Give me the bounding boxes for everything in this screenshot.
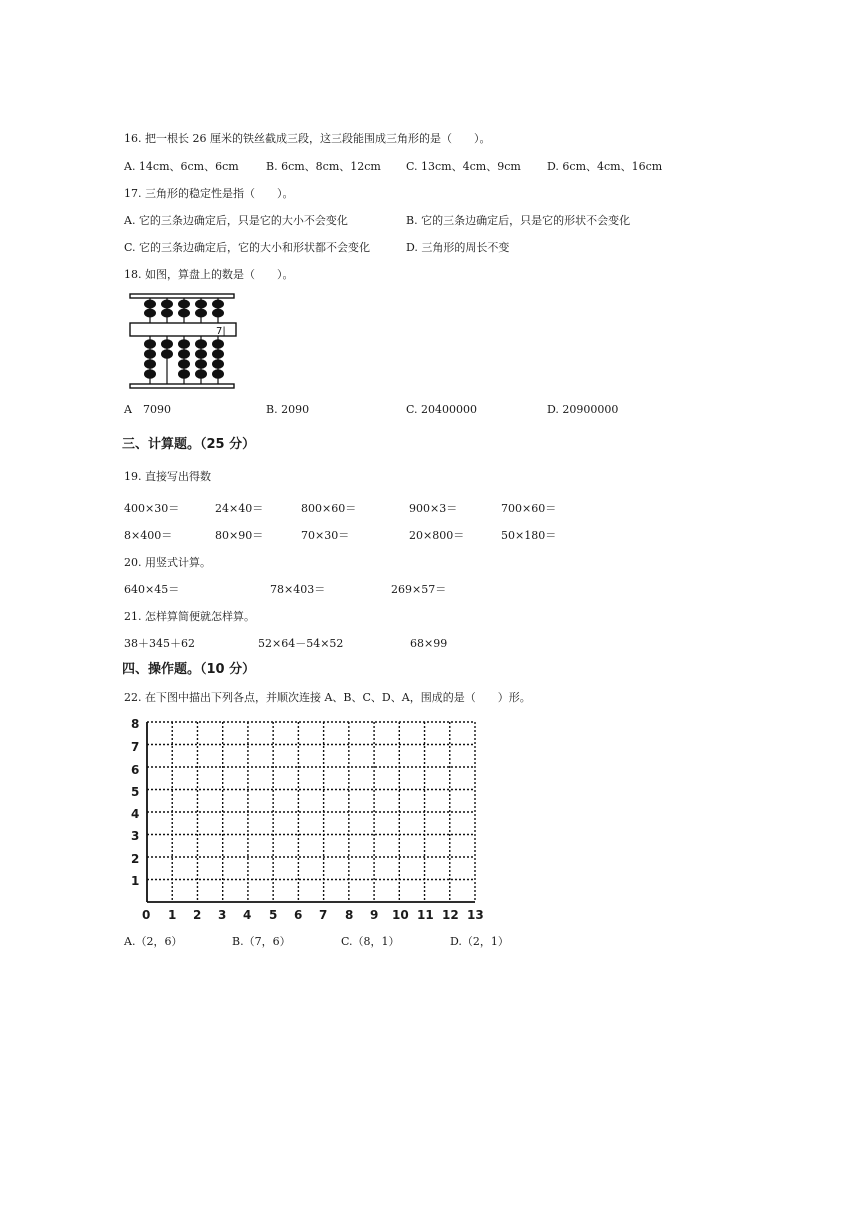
q18-option-a: A 7090 <box>124 403 171 416</box>
q22-stem: 22. 在下图中描出下列各点，并顺次连接 A、B、C、D、A，围成的是（ ）形。 <box>124 691 531 704</box>
section-4-title: 四、操作题。（10 分） <box>122 662 256 677</box>
abacus-bead <box>212 309 224 318</box>
q18-option-d: D. 20900000 <box>547 403 619 416</box>
abacus-bead <box>195 300 207 309</box>
q16-option-c: C. 13cm、4cm、9cm <box>406 160 521 173</box>
q19-item: 70×30＝ <box>301 529 350 542</box>
abacus-bead <box>144 339 156 349</box>
q18-option-c: C. 20400000 <box>406 403 478 416</box>
q16-stem: 16. 把一根长 26 厘米的铁丝截成三段，这三段能围成三角形的是（ ）。 <box>124 132 491 145</box>
y-label-4: 4 <box>131 807 140 821</box>
abacus-bead <box>178 339 190 349</box>
q21-item: 38＋345＋62 <box>124 637 195 650</box>
y-label-3: 3 <box>131 829 140 843</box>
y-label-1: 1 <box>131 874 140 888</box>
abacus-bead <box>161 300 173 309</box>
x-label-0: 0 <box>142 908 151 922</box>
q16-option-a: A. 14cm、6cm、6cm <box>124 160 239 173</box>
q17-option-a: A. 它的三条边确定后，只是它的大小不会变化 <box>124 214 348 227</box>
q21-item: 68×99 <box>410 637 448 650</box>
q20-item: 640×45＝ <box>124 583 180 596</box>
y-label-2: 2 <box>131 852 140 866</box>
q19-item: 400×30＝ <box>124 502 180 515</box>
q19-item: 800×60＝ <box>301 502 357 515</box>
x-label-9: 9 <box>370 908 379 922</box>
x-label-10: 10 <box>392 908 409 922</box>
abacus-bead <box>178 369 190 379</box>
y-label-7: 7 <box>131 740 140 754</box>
x-label-8: 8 <box>345 908 354 922</box>
x-label-1: 1 <box>168 908 177 922</box>
x-label-5: 5 <box>269 908 278 922</box>
abacus-bead <box>161 339 173 349</box>
abacus-bead <box>178 309 190 318</box>
q18-option-b: B. 2090 <box>266 403 310 416</box>
q19-item: 80×90＝ <box>215 529 264 542</box>
abacus-bead <box>178 359 190 369</box>
q19-item: 50×180＝ <box>501 529 557 542</box>
q19-stem: 19. 直接写出得数 <box>124 470 211 483</box>
q17-option-b: B. 它的三条边确定后，只是它的形状不会变化 <box>406 214 631 227</box>
x-label-3: 3 <box>218 908 227 922</box>
abacus-bead <box>161 349 173 359</box>
q16-option-d: D. 6cm、4cm、16cm <box>547 160 663 173</box>
q22-point-b: B.（7，6） <box>232 935 291 948</box>
y-label-8: 8 <box>131 717 140 731</box>
abacus-bead <box>178 349 190 359</box>
q21-item: 52×64－54×52 <box>258 637 344 650</box>
q19-item: 700×60＝ <box>501 502 557 515</box>
abacus-top-rail <box>130 294 234 298</box>
x-label-12: 12 <box>442 908 459 922</box>
q21-stem: 21. 怎样算简便就怎样算。 <box>124 610 255 623</box>
abacus-bead <box>212 369 224 379</box>
abacus-bead <box>144 349 156 359</box>
q20-item: 269×57＝ <box>391 583 447 596</box>
q17-option-d: D. 三角形的周长不变 <box>406 241 510 254</box>
q22-point-d: D.（2，1） <box>450 935 509 948</box>
abacus-bottom-rail <box>130 384 234 388</box>
y-label-6: 6 <box>131 763 140 777</box>
y-label-5: 5 <box>131 785 140 799</box>
abacus-bead <box>161 309 173 318</box>
abacus-bead <box>144 369 156 379</box>
q17-stem: 17. 三角形的稳定性是指（ ）。 <box>124 187 294 200</box>
q17-option-c: C. 它的三条边确定后，它的大小和形状都不会变化 <box>124 241 371 254</box>
abacus-bead <box>195 309 207 318</box>
abacus-bead <box>212 300 224 309</box>
q16-option-b: B. 6cm、8cm、12cm <box>266 160 381 173</box>
abacus-bead <box>195 349 207 359</box>
abacus-beam-mark: 7| <box>216 326 226 337</box>
section-3-title: 三、计算题。（25 分） <box>122 437 256 452</box>
abacus-bead <box>144 359 156 369</box>
abacus-bead <box>212 359 224 369</box>
abacus-bead <box>178 300 190 309</box>
q19-item: 900×3＝ <box>409 502 458 515</box>
abacus-figure <box>128 292 238 392</box>
q19-item: 8×400＝ <box>124 529 173 542</box>
q18-stem: 18. 如图，算盘上的数是（ ）。 <box>124 268 294 281</box>
q22-point-a: A.（2，6） <box>124 935 183 948</box>
q19-item: 20×800＝ <box>409 529 465 542</box>
abacus-bead <box>212 339 224 349</box>
x-label-2: 2 <box>193 908 202 922</box>
q20-stem: 20. 用竖式计算。 <box>124 556 211 569</box>
abacus-bead <box>195 369 207 379</box>
abacus-bead <box>144 300 156 309</box>
abacus-bead <box>212 349 224 359</box>
x-label-7: 7 <box>319 908 328 922</box>
x-label-6: 6 <box>294 908 303 922</box>
x-label-4: 4 <box>243 908 252 922</box>
abacus-bead <box>144 309 156 318</box>
q22-point-c: C.（8，1） <box>341 935 400 948</box>
abacus-bead <box>195 339 207 349</box>
abacus-bead <box>195 359 207 369</box>
coordinate-grid <box>146 721 476 903</box>
q19-item: 24×40＝ <box>215 502 264 515</box>
x-label-11: 11 <box>417 908 434 922</box>
q20-item: 78×403＝ <box>270 583 326 596</box>
x-label-13: 13 <box>467 908 484 922</box>
